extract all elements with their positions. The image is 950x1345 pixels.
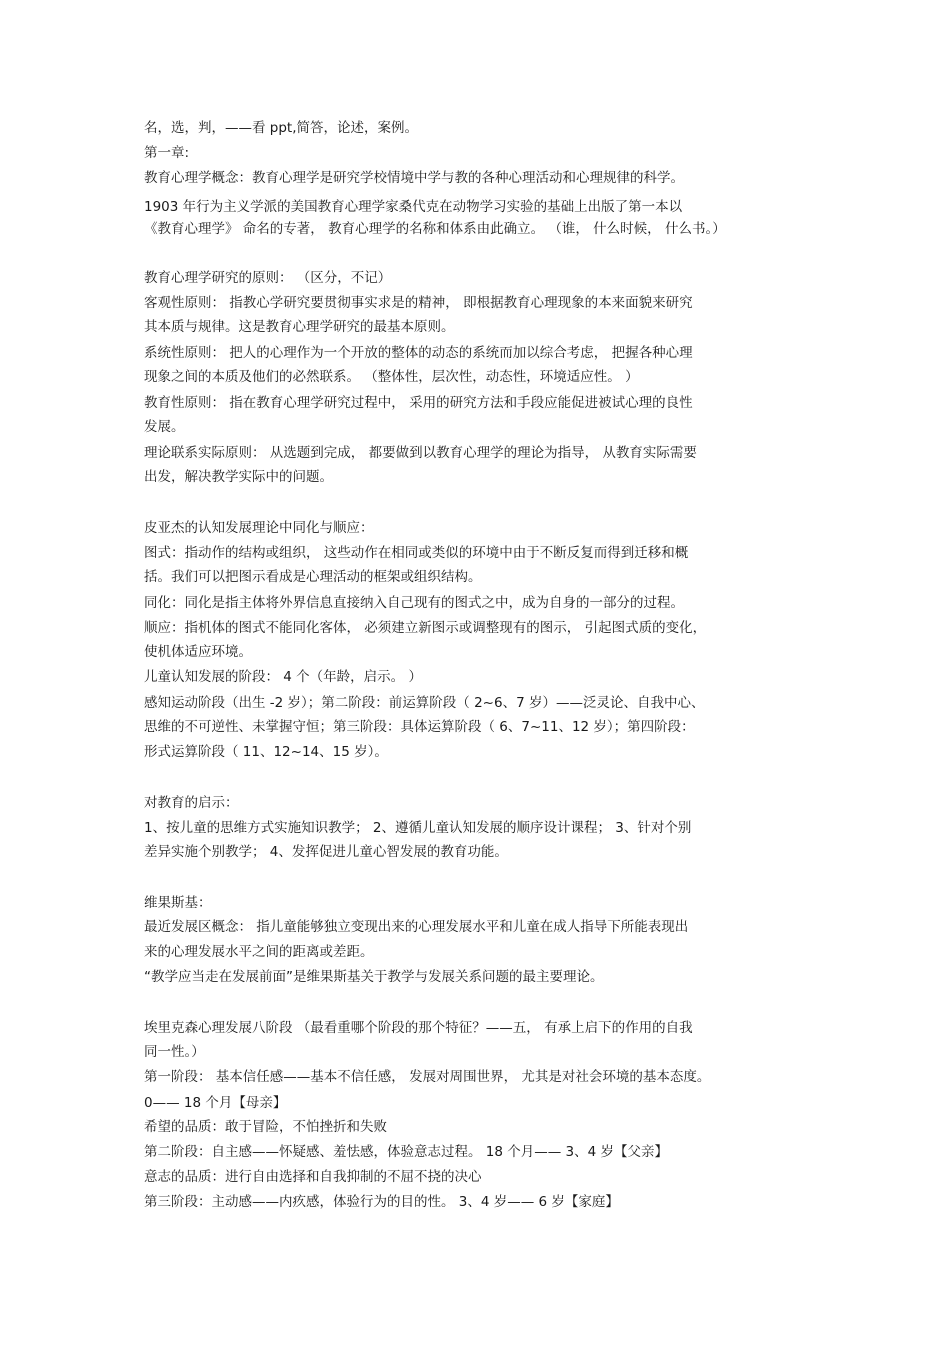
stages-line-3: 形式运算阶段（ 11、12~14、15 岁）。	[144, 744, 388, 760]
objectivity-principle-line-2: 其本质与规律。这是教育心理学研究的最基本原则。	[144, 319, 455, 335]
stages-heading: 儿童认知发展的阶段： 4 个（年龄，启示。 ）	[144, 669, 422, 685]
stages-line-2: 思维的不可逆性、未掌握守恒；第三阶段：具体运算阶段（ 6、7~11、12 岁）；第四阶段：	[144, 719, 695, 735]
principles-heading: 教育心理学研究的原则： （区分，不记）	[144, 270, 392, 286]
definition-line: 教育心理学概念：教育心理学是研究学校情境中学与教的各种心理活动和心理规律的科学。	[144, 170, 684, 186]
systematic-principle-line-1: 系统性原则： 把人的心理作为一个开放的整体的动态的系统而加以综合考虑， 把握各种心理	[144, 345, 693, 361]
objectivity-principle-line-1: 客观性原则： 指教心学研究要贯彻事实求是的精神， 即根据教育心理现象的本来面貌来研究	[144, 295, 693, 311]
erikson-stage-2: 第二阶段：自主感——怀疑感、羞怯感，体验意志过程。 18 个月—— 3、4 岁【父亲】	[144, 1144, 669, 1160]
systematic-principle-line-2: 现象之间的本质及他们的必然联系。 （整体性，层次性，动态性，环境适应性。 ）	[144, 369, 639, 385]
erikson-heading-line-2: 同一性。）	[144, 1044, 205, 1060]
educational-principle-line-1: 教育性原则： 指在教育心理学研究过程中， 采用的研究方法和手段应能促进被试心理的良性	[144, 395, 693, 411]
piaget-heading: 皮亚杰的认知发展理论中同化与顺应：	[144, 520, 374, 536]
theory-practice-principle-line-1: 理论联系实际原则： 从选题到完成， 都要做到以教育心理学的理论为指导， 从教育实际需要	[144, 445, 697, 461]
exam-format-line: 名，选，判，——看 ppt,简答，论述，案例。	[144, 120, 419, 136]
history-line-2: 《教育心理学》 命名的专著， 教育心理学的名称和体系由此确立。 （谁， 什么时候， 什么书。）	[144, 221, 726, 237]
accommodation-line-1: 顺应：指机体的图式不能同化客体， 必须建立新图示或调整现有的图示， 引起图式质的变化，	[144, 620, 707, 636]
educational-principle-line-2: 发展。	[144, 419, 185, 435]
vygotsky-heading: 维果斯基：	[144, 895, 212, 911]
theory-practice-principle-line-2: 出发，解决教学实际中的问题。	[144, 469, 333, 485]
implications-line-1: 1、按儿童的思维方式实施知识教学； 2、遵循儿童认知发展的顺序设计课程； 3、针对个别	[144, 820, 692, 836]
erikson-stage-1: 第一阶段： 基本信任感——基本不信任感， 发展对周围世界， 尤其是对社会环境的基本态度。	[144, 1069, 711, 1085]
schema-line-1: 图式：指动作的结构或组织， 这些动作在相同或类似的环境中由于不断反复而得到迁移和概	[144, 545, 689, 561]
implications-heading: 对教育的启示：	[144, 795, 239, 811]
stages-line-1: 感知运动阶段（出生 -2 岁）；第二阶段：前运算阶段（ 2~6、7 岁）——泛灵论、自我中心、	[144, 695, 705, 711]
assimilation-line: 同化：同化是指主体将外界信息直接纳入自己现有的图式之中，成为自身的一部分的过程。	[144, 595, 684, 611]
implications-line-2: 差异实施个别教学； 4、发挥促进儿童心智发展的教育功能。	[144, 844, 508, 860]
teaching-development-line: “教学应当走在发展前面”是维果斯基关于教学与发展关系问题的最主要理论。	[144, 969, 604, 985]
history-line-1: 1903 年行为主义学派的美国教育心理学家桑代克在动物学习实验的基础上出版了第一本以	[144, 199, 683, 215]
chapter-heading: 第一章:	[144, 145, 190, 161]
erikson-heading-line-1: 埃里克森心理发展八阶段 （最看重哪个阶段的那个特征？——五， 有承上启下的作用的自我	[144, 1020, 693, 1036]
schema-line-2: 括。我们可以把图示看成是心理活动的框架或组织结构。	[144, 569, 482, 585]
hope-quality: 希望的品质：敢于冒险，不怕挫折和失败	[144, 1119, 387, 1135]
zpd-line-2: 来的心理发展水平之间的距离或差距。	[144, 944, 374, 960]
erikson-stage-1-age: 0—— 18 个月【母亲】	[144, 1095, 287, 1111]
will-quality: 意志的品质：进行自由选择和自我抑制的不屈不挠的决心	[144, 1169, 482, 1185]
zpd-line-1: 最近发展区概念： 指儿童能够独立变现出来的心理发展水平和儿童在成人指导下所能表现出	[144, 919, 689, 935]
accommodation-line-2: 使机体适应环境。	[144, 644, 252, 660]
erikson-stage-3: 第三阶段：主动感——内疚感，体验行为的目的性。 3、4 岁—— 6 岁【家庭】	[144, 1194, 619, 1210]
